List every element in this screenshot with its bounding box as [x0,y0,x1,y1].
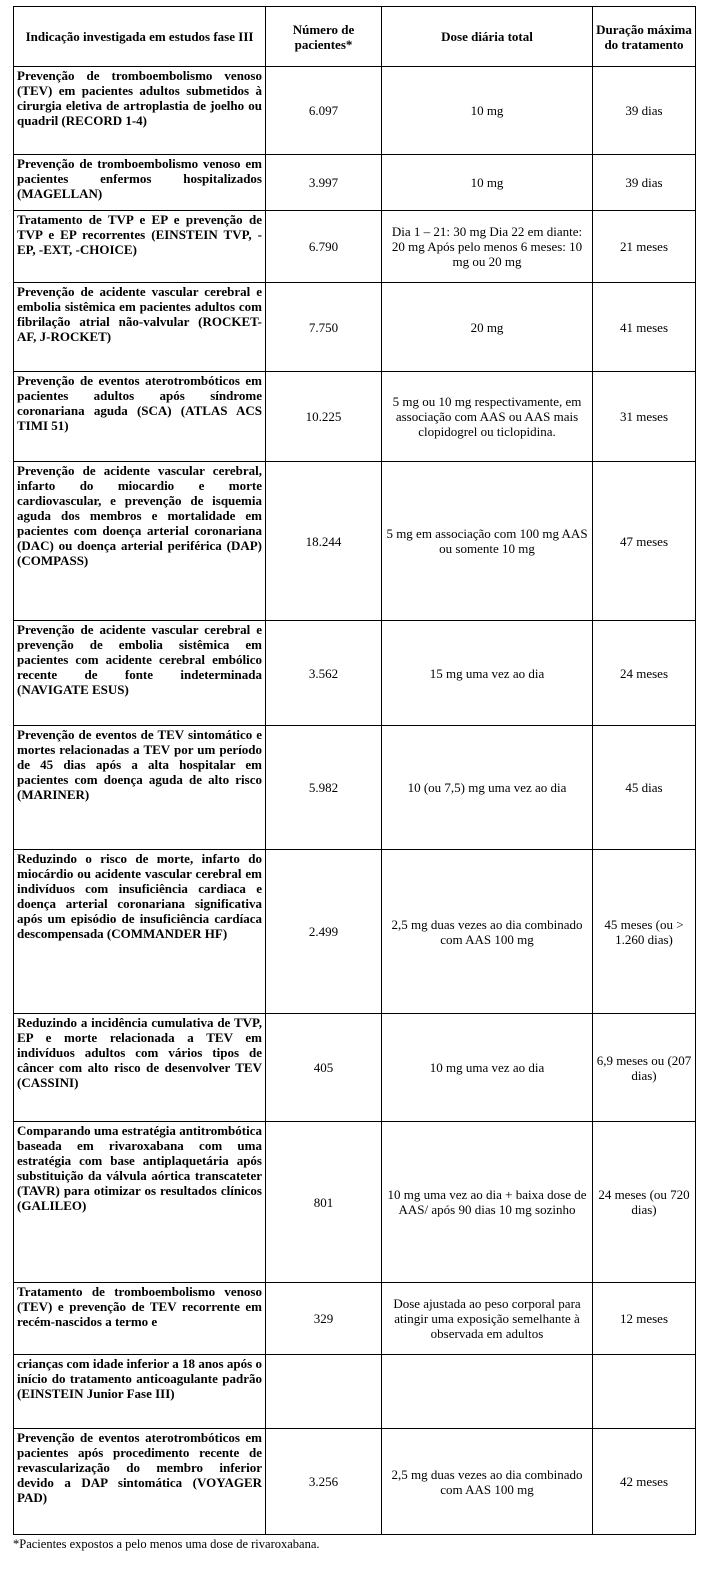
table-row [14,726,696,850]
dose-cell: 10 mg [382,67,593,155]
table-row [14,1014,696,1122]
table-row [14,155,696,211]
indication-cell: Prevenção de eventos aterotrombóticos em pacientes adultos após síndrome coronariana aguda (SCA) (ATLAS ACS TIMI 51) [14,372,266,462]
duration-cell: 21 meses [593,211,696,283]
footnote: *Pacientes expostos a pelo menos uma dose de rivaroxabana. [13,1537,320,1551]
indication-cell: Prevenção de acidente vascular cerebral e embolia sistêmica em pacientes adultos com fibrilação atrial não-valvular (ROCKET-AF, J-ROCKET) [14,283,266,372]
table-row [14,211,696,283]
dose-cell: 2,5 mg duas vezes ao dia combinado com AAS 100 mg [382,850,593,1014]
duration-cell: 47 meses [593,462,696,621]
duration-cell: 31 meses [593,372,696,462]
patients-cell: 3.997 [266,155,382,211]
patients-cell: 7.750 [266,283,382,372]
table-row [14,283,696,372]
table-row [14,67,696,155]
indication-cell: Tratamento de TVP e EP e prevenção de TVP e EP recorrentes (EINSTEIN TVP, -EP, -EXT, -CHOICE) [14,211,266,283]
dose-cell: 10 mg uma vez ao dia + baixa dose de AAS/ após 90 dias 10 mg sozinho [382,1122,593,1283]
table-row [14,621,696,726]
table-row [14,372,696,462]
dose-cell: 5 mg ou 10 mg respectivamente, em associação com AAS ou AAS mais clopidogrel ou ticlopidina. [382,372,593,462]
patients-cell: 329 [266,1283,382,1355]
header-patients: Número de pacientes* [266,7,382,67]
dose-cell: 10 mg [382,155,593,211]
duration-cell: 24 meses (ou 720 dias) [593,1122,696,1283]
duration-cell: 12 meses [593,1283,696,1355]
dose-cell: 15 mg uma vez ao dia [382,621,593,726]
indication-cell: Reduzindo a incidência cumulativa de TVP, EP e morte relacionada a TEV em indivíduos adultos com vários tipos de câncer com alto risco de desenvolver TEV (CASSINI) [14,1014,266,1122]
header-indication: Indicação investigada em estudos fase III [14,7,266,67]
duration-cell: 24 meses [593,621,696,726]
header-dose: Dose diária total [382,7,593,67]
patients-cell: 2.499 [266,850,382,1014]
header-duration: Duração máxima do tratamento [593,7,696,67]
dose-cell: 10 (ou 7,5) mg uma vez ao dia [382,726,593,850]
table-row [14,1355,696,1429]
duration-cell: 45 dias [593,726,696,850]
patients-cell: 3.256 [266,1429,382,1535]
indication-cell: Prevenção de eventos aterotrombóticos em pacientes após procedimento recente de revascularização do membro inferior devido a DAP sintomática (VOYAGER PAD) [14,1429,266,1535]
table-row [14,1122,696,1283]
patients-cell: 801 [266,1122,382,1283]
dose-cell: 5 mg em associação com 100 mg AAS ou somente 10 mg [382,462,593,621]
patients-cell [266,1355,382,1429]
duration-cell: 45 meses (ou > 1.260 dias) [593,850,696,1014]
dose-cell: Dose ajustada ao peso corporal para atingir uma exposição semelhante à observada em adultos [382,1283,593,1355]
table-row [14,1283,696,1355]
indication-cell: Prevenção de acidente vascular cerebral, infarto do miocardio e morte cardiovascular, e prevenção de isquemia aguda dos membros e mortalidade em pacientes com doença arterial coronariana (DAC) ou doença arterial periférica (DAP) (COMPASS) [14,462,266,621]
table-row [14,462,696,621]
indication-cell: Prevenção de tromboembolismo venoso (TEV) em pacientes adultos submetidos à cirurgia eletiva de artroplastia de joelho ou quadril (RECORD 1-4) [14,67,266,155]
patients-cell: 3.562 [266,621,382,726]
duration-cell: 39 dias [593,67,696,155]
indication-cell: Reduzindo o risco de morte, infarto do miocárdio ou acidente vascular cerebral em indivíduos com insuficiência cardiaca e doença arterial coronariana significativa após um episódio de insuficiência cardíaca descompensada (COMMANDER HF) [14,850,266,1014]
dose-cell: Dia 1 – 21: 30 mg Dia 22 em diante: 20 mg Após pelo menos 6 meses: 10 mg ou 20 mg [382,211,593,283]
patients-cell: 5.982 [266,726,382,850]
indication-cell: Prevenção de acidente vascular cerebral e prevenção de embolia sistêmica em pacientes com acidente cerebral embólico recente de fonte indeterminada (NAVIGATE ESUS) [14,621,266,726]
table-row [14,1429,696,1535]
table-row [14,850,696,1014]
dose-cell [382,1355,593,1429]
indication-cell: Comparando uma estratégia antitrombótica baseada em rivaroxabana com uma estratégia com base antiplaquetária após substituição da válvula aórtica transcateter (TAVR) para otimizar os resultados clínicos (GALILEO) [14,1122,266,1283]
indication-cell: Prevenção de tromboembolismo venoso em pacientes enfermos hospitalizados (MAGELLAN) [14,155,266,211]
duration-cell: 6,9 meses ou (207 dias) [593,1014,696,1122]
patients-cell: 6.097 [266,67,382,155]
duration-cell [593,1355,696,1429]
dose-cell: 20 mg [382,283,593,372]
patients-cell: 6.790 [266,211,382,283]
duration-cell: 42 meses [593,1429,696,1535]
patients-cell: 18.244 [266,462,382,621]
study-table [13,6,696,1535]
indication-cell: Tratamento de tromboembolismo venoso (TEV) e prevenção de TEV recorrente em recém-nascidos a termo e [14,1283,266,1355]
dose-cell: 2,5 mg duas vezes ao dia combinado com AAS 100 mg [382,1429,593,1535]
patients-cell: 405 [266,1014,382,1122]
dose-cell: 10 mg uma vez ao dia [382,1014,593,1122]
indication-cell: crianças com idade inferior a 18 anos após o início do tratamento anticoagulante padrão (EINSTEIN Junior Fase III) [14,1355,266,1429]
indication-cell: Prevenção de eventos de TEV sintomático e mortes relacionadas a TEV por um período de 45 dias após a alta hospitalar em pacientes com doença aguda de alto risco (MARINER) [14,726,266,850]
header-row [14,7,696,67]
patients-cell: 10.225 [266,372,382,462]
document [13,6,695,1552]
duration-cell: 41 meses [593,283,696,372]
duration-cell: 39 dias [593,155,696,211]
